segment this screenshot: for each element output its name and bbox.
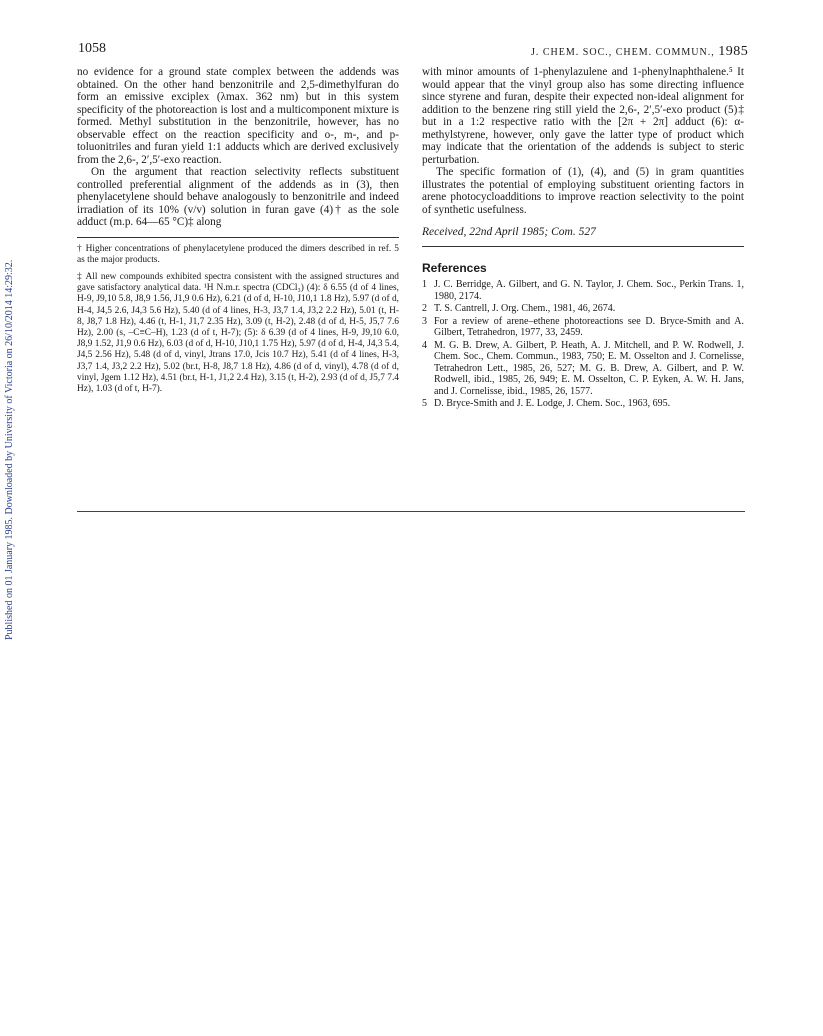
footnote: † Higher concentrations of phenylacetylene produced the dimers described in ref. 5 as the major products. xyxy=(77,243,399,265)
reference-number: 1 xyxy=(422,279,427,290)
reference-number: 2 xyxy=(422,303,427,314)
page-bottom-divider xyxy=(77,511,745,512)
received-date: Received, 22nd April 1985; Com. 527 xyxy=(422,226,596,238)
download-stamp: Published on 01 January 1985. Downloaded by University of Victoria on 26/10/2014 14:29:32. xyxy=(4,259,15,640)
footnote: ‡ All new compounds exhibited spectra consistent with the assigned structures and gave satisfactory analytical data. ¹H N.m.r. spectra (CDCl₃) (4): δ 6.55 (d of 4 lines, H-9, J9,10 5.8, J8,9 1.56, J1,9 0.6 Hz), 6.21 (d of d, H-10, J10,1 1.8 Hz), 5.97 (d of d, H-4, J4,5 2.6, J4,3 5.6 Hz), 5.40 (d of 4 lines, H-3, J3,7 1.4, J3,2 2.2 Hz), 5.01 (t, H-8, J8,7 1.8 Hz), 4.46 (t, H-1, J1,7 2.35 Hz), 3.09 (t, H-2), 2.48 (d of d, H-5, J5,7 7.6 Hz), 2.00 (s, –C≡C–H), 1.23 (d of t, H-7); (5): δ 6.39 (d of 4 lines, H-9, J9,10 6.0, J8,9 1.52, J1,9 0.6 Hz), 6.03 (d of d, H-10, J10,1 1.75 Hz), 5.97 (d of d, H-4, J4,3 5.4, J4,5 2.56 Hz), 5.48 (d of d, vinyl, Jtrans 17.0, Jcis 10.7 Hz), 5.41 (d of 4 lines, H-3, J3,7 1.4, J3,2 2.2 Hz), 5.02 (br.t, H-8, J8,7 1.8 Hz), 4.86 (d of d, vinyl), 4.78 (d of d, vinyl, Jgem 1.12 Hz), 4.51 (br.t, H-1, J1,2 2.4 Hz), 3.15 (t, H-2), 2.93 (d of d, J5,7 7.4 Hz), 1.03 (d of t, H-7). xyxy=(77,271,399,394)
references-heading: References xyxy=(422,261,487,275)
footnote-divider xyxy=(77,237,399,238)
reference-item xyxy=(422,316,744,339)
references-divider xyxy=(422,246,744,247)
reference-text: T. S. Cantrell, J. Org. Chem., 1981, 46, 2674. xyxy=(434,303,616,314)
reference-item xyxy=(422,398,744,410)
journal-header xyxy=(531,44,748,60)
journal-year: 1985 xyxy=(718,44,749,59)
reference-number: 4 xyxy=(422,339,427,351)
reference-item xyxy=(422,279,744,302)
left-column xyxy=(77,66,399,401)
references-list xyxy=(422,279,744,410)
body-paragraph: with minor amounts of 1-phenylazulene and 1-phenylnaphthalene.⁵ It would appear that the vinyl group also has some directing influence since styrene and furan, despite their expected non-ideal alignment for addition to the benzene ring still yield the 2,6-, 2′,5′-exo product (5)‡ but in a 1:2 respective ratio with the [2π + 2π] adduct (6): α-methylstyrene, however, only gave the latter type of product which may indicate that the orientation of the addends is subject to steric perturbation. xyxy=(422,66,744,166)
reference-text: M. G. B. Drew, A. Gilbert, P. Heath, A. J. Mitchell, and P. W. Rodwell, J. Chem. Soc., Chem. Commun., 1983, 750; E. M. Osselton and J. Cornelisse, Tetrahedron Lett., 1985, 26, 527; M. G. B. Drew, A. Gilbert, and P. W. Rodwell, ibid., 1985, 26, 949; E. M. Osselton, C. P. Eyken, A. W. H. Jans, and J. Cornelisse, ibid., 1985, 26, 1577. xyxy=(434,339,744,397)
right-column xyxy=(422,66,744,411)
page-number: 1058 xyxy=(78,41,106,56)
reference-number: 5 xyxy=(422,398,427,409)
reference-text: D. Bryce-Smith and J. E. Lodge, J. Chem. Soc., 1963, 695. xyxy=(434,398,671,409)
journal-name: J. CHEM. SOC., CHEM. COMMUN., xyxy=(531,47,715,58)
body-paragraph: no evidence for a ground state complex between the addends was obtained. On the other hand benzonitrile and 2,5-dimethylfuran do form an emissive exciplex (λmax. 362 nm) but in this system specificity of the photoreaction is lost and a multicomponent mixture is formed. Methyl substitution in the benzonitrile, however, has no observable effect on the reaction specificity and o-, m-, and p-toluonitriles and furan yield 1:1 adducts which are derived exclusively from the 2,6-, 2′,5′-exo reaction. xyxy=(77,66,399,166)
reference-number: 3 xyxy=(422,315,427,327)
reference-text: J. C. Berridge, A. Gilbert, and G. N. Taylor, J. Chem. Soc., Perkin Trans. 1, 1980, 2174. xyxy=(434,279,744,302)
reference-item xyxy=(422,340,744,398)
body-paragraph: The specific formation of (1), (4), and (5) in gram quantities illustrates the potential of employing substituent orienting factors in arene photocycloadditions to improve reaction selectivity to the point of synthetic usefulness. xyxy=(422,166,744,216)
body-paragraph: On the argument that reaction selectivity reflects substituent controlled preferential alignment of the addends as in (3), then phenylacetylene should behave analogously to benzonitrile and indeed irradiation of its 10% (v/v) solution in furan gave (4)† as the sole adduct (m.p. 64—65 °C)‡ along xyxy=(77,166,399,228)
reference-item xyxy=(422,303,744,315)
reference-text: For a review of arene–ethene photoreactions see D. Bryce-Smith and A. Gilbert, Tetrahedron, 1977, 33, 2459. xyxy=(434,315,744,338)
